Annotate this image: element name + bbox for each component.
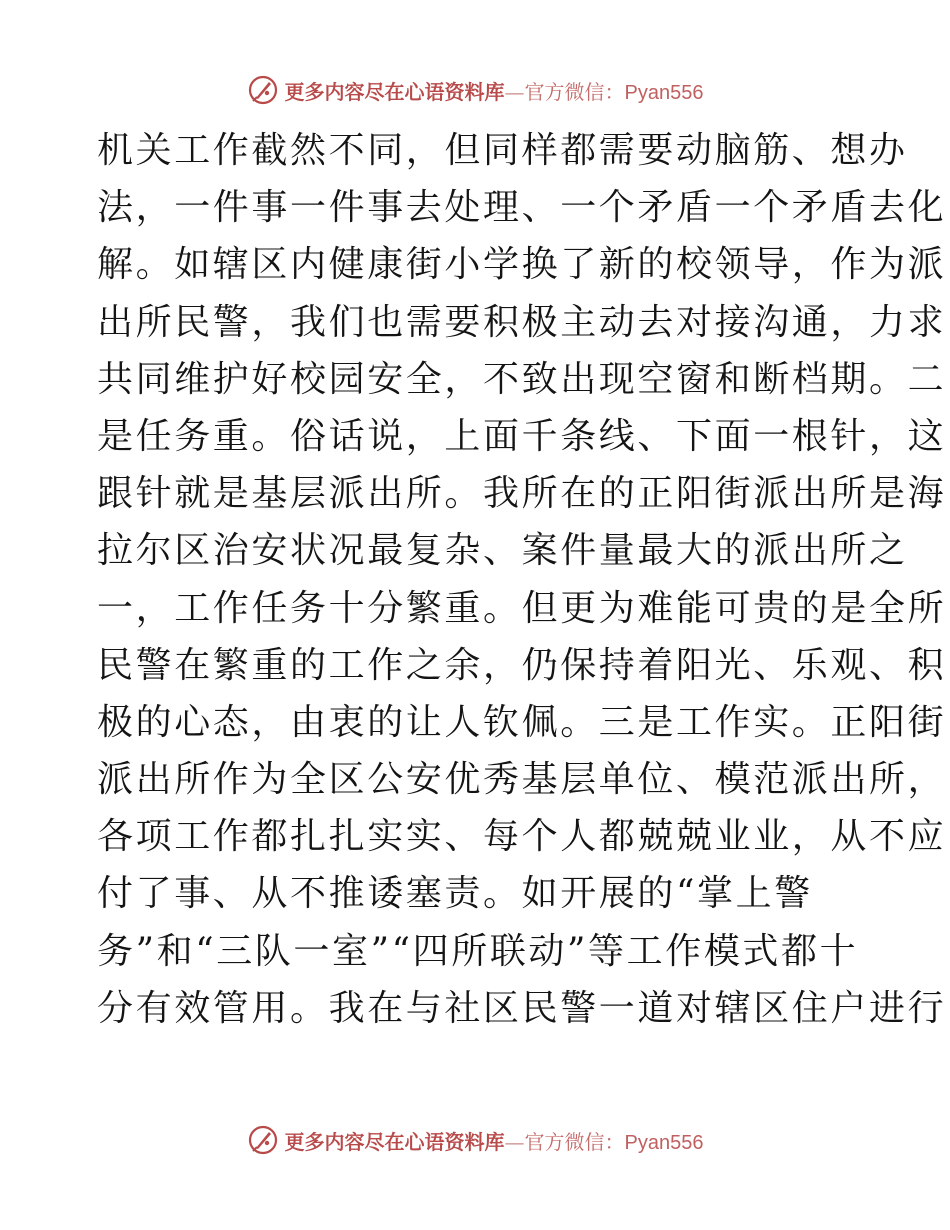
body-text-line: 付了事、从不推诿塞责。如开展的“掌上警	[97, 873, 813, 915]
body-text-line: 跟针就是基层派出所。我所在的正阳街派出所是海	[97, 473, 947, 515]
body-text-line: 是任务重。俗话说，上面千条线、下面一根针，这	[97, 415, 947, 457]
footer-banner-text	[285, 1126, 704, 1155]
body-text-line: 一，工作任务十分繁重。但更为难能可贵的是全所	[97, 587, 947, 629]
footer-banner-title: 更多内容尽在心语资料库	[284, 1129, 505, 1154]
body-text-line: 极的心态，由衷的让人钦佩。三是工作实。正阳街	[97, 701, 947, 743]
header-banner	[0, 70, 950, 110]
document-body	[97, 122, 947, 1037]
header-banner-wechat-id: Pyan556	[624, 81, 704, 104]
body-text-line: 各项工作都扎扎实实、每个人都兢兢业业，从不应	[97, 816, 947, 858]
body-text-line: 分有效管用。我在与社区民警一道对辖区住户进行	[97, 987, 947, 1029]
body-text-line: 共同维护好校园安全，不致出现空窗和断档期。二	[97, 358, 947, 400]
footer-banner-separator: —	[504, 1129, 525, 1154]
footer-banner	[0, 1120, 950, 1160]
body-text-line: 解。如辖区内健康街小学换了新的校领导，作为派	[97, 244, 947, 286]
body-text-line: 派出所作为全区公安优秀基层单位、模范派出所，	[97, 759, 947, 801]
body-text-line: 出所民警，我们也需要积极主动去对接沟通，力求	[97, 301, 947, 343]
body-text-line: 机关工作截然不同，但同样都需要动脑筋、想办	[97, 130, 908, 171]
header-banner-text	[285, 76, 704, 105]
body-text-line: 务”和“三队一室”“四所联动”等工作模式都十	[97, 930, 859, 972]
body-text-line: 民警在繁重的工作之余，仍保持着阳光、乐观、积	[97, 644, 947, 686]
body-text-line: 法，一件事一件事去处理、一个矛盾一个矛盾去化	[97, 187, 947, 229]
header-banner-wechat-label: 官方微信：	[524, 79, 625, 104]
header-banner-separator: —	[504, 79, 525, 104]
footer-banner-wechat-label: 官方微信：	[524, 1129, 625, 1154]
body-text-line: 拉尔区治安状况最复杂、案件量最大的派出所之	[97, 530, 908, 572]
footer-banner-wechat-id: Pyan556	[624, 1131, 704, 1154]
quill-pen-logo-icon	[247, 74, 279, 106]
header-banner-title: 更多内容尽在心语资料库	[284, 79, 505, 104]
quill-pen-logo-icon	[247, 1124, 279, 1156]
